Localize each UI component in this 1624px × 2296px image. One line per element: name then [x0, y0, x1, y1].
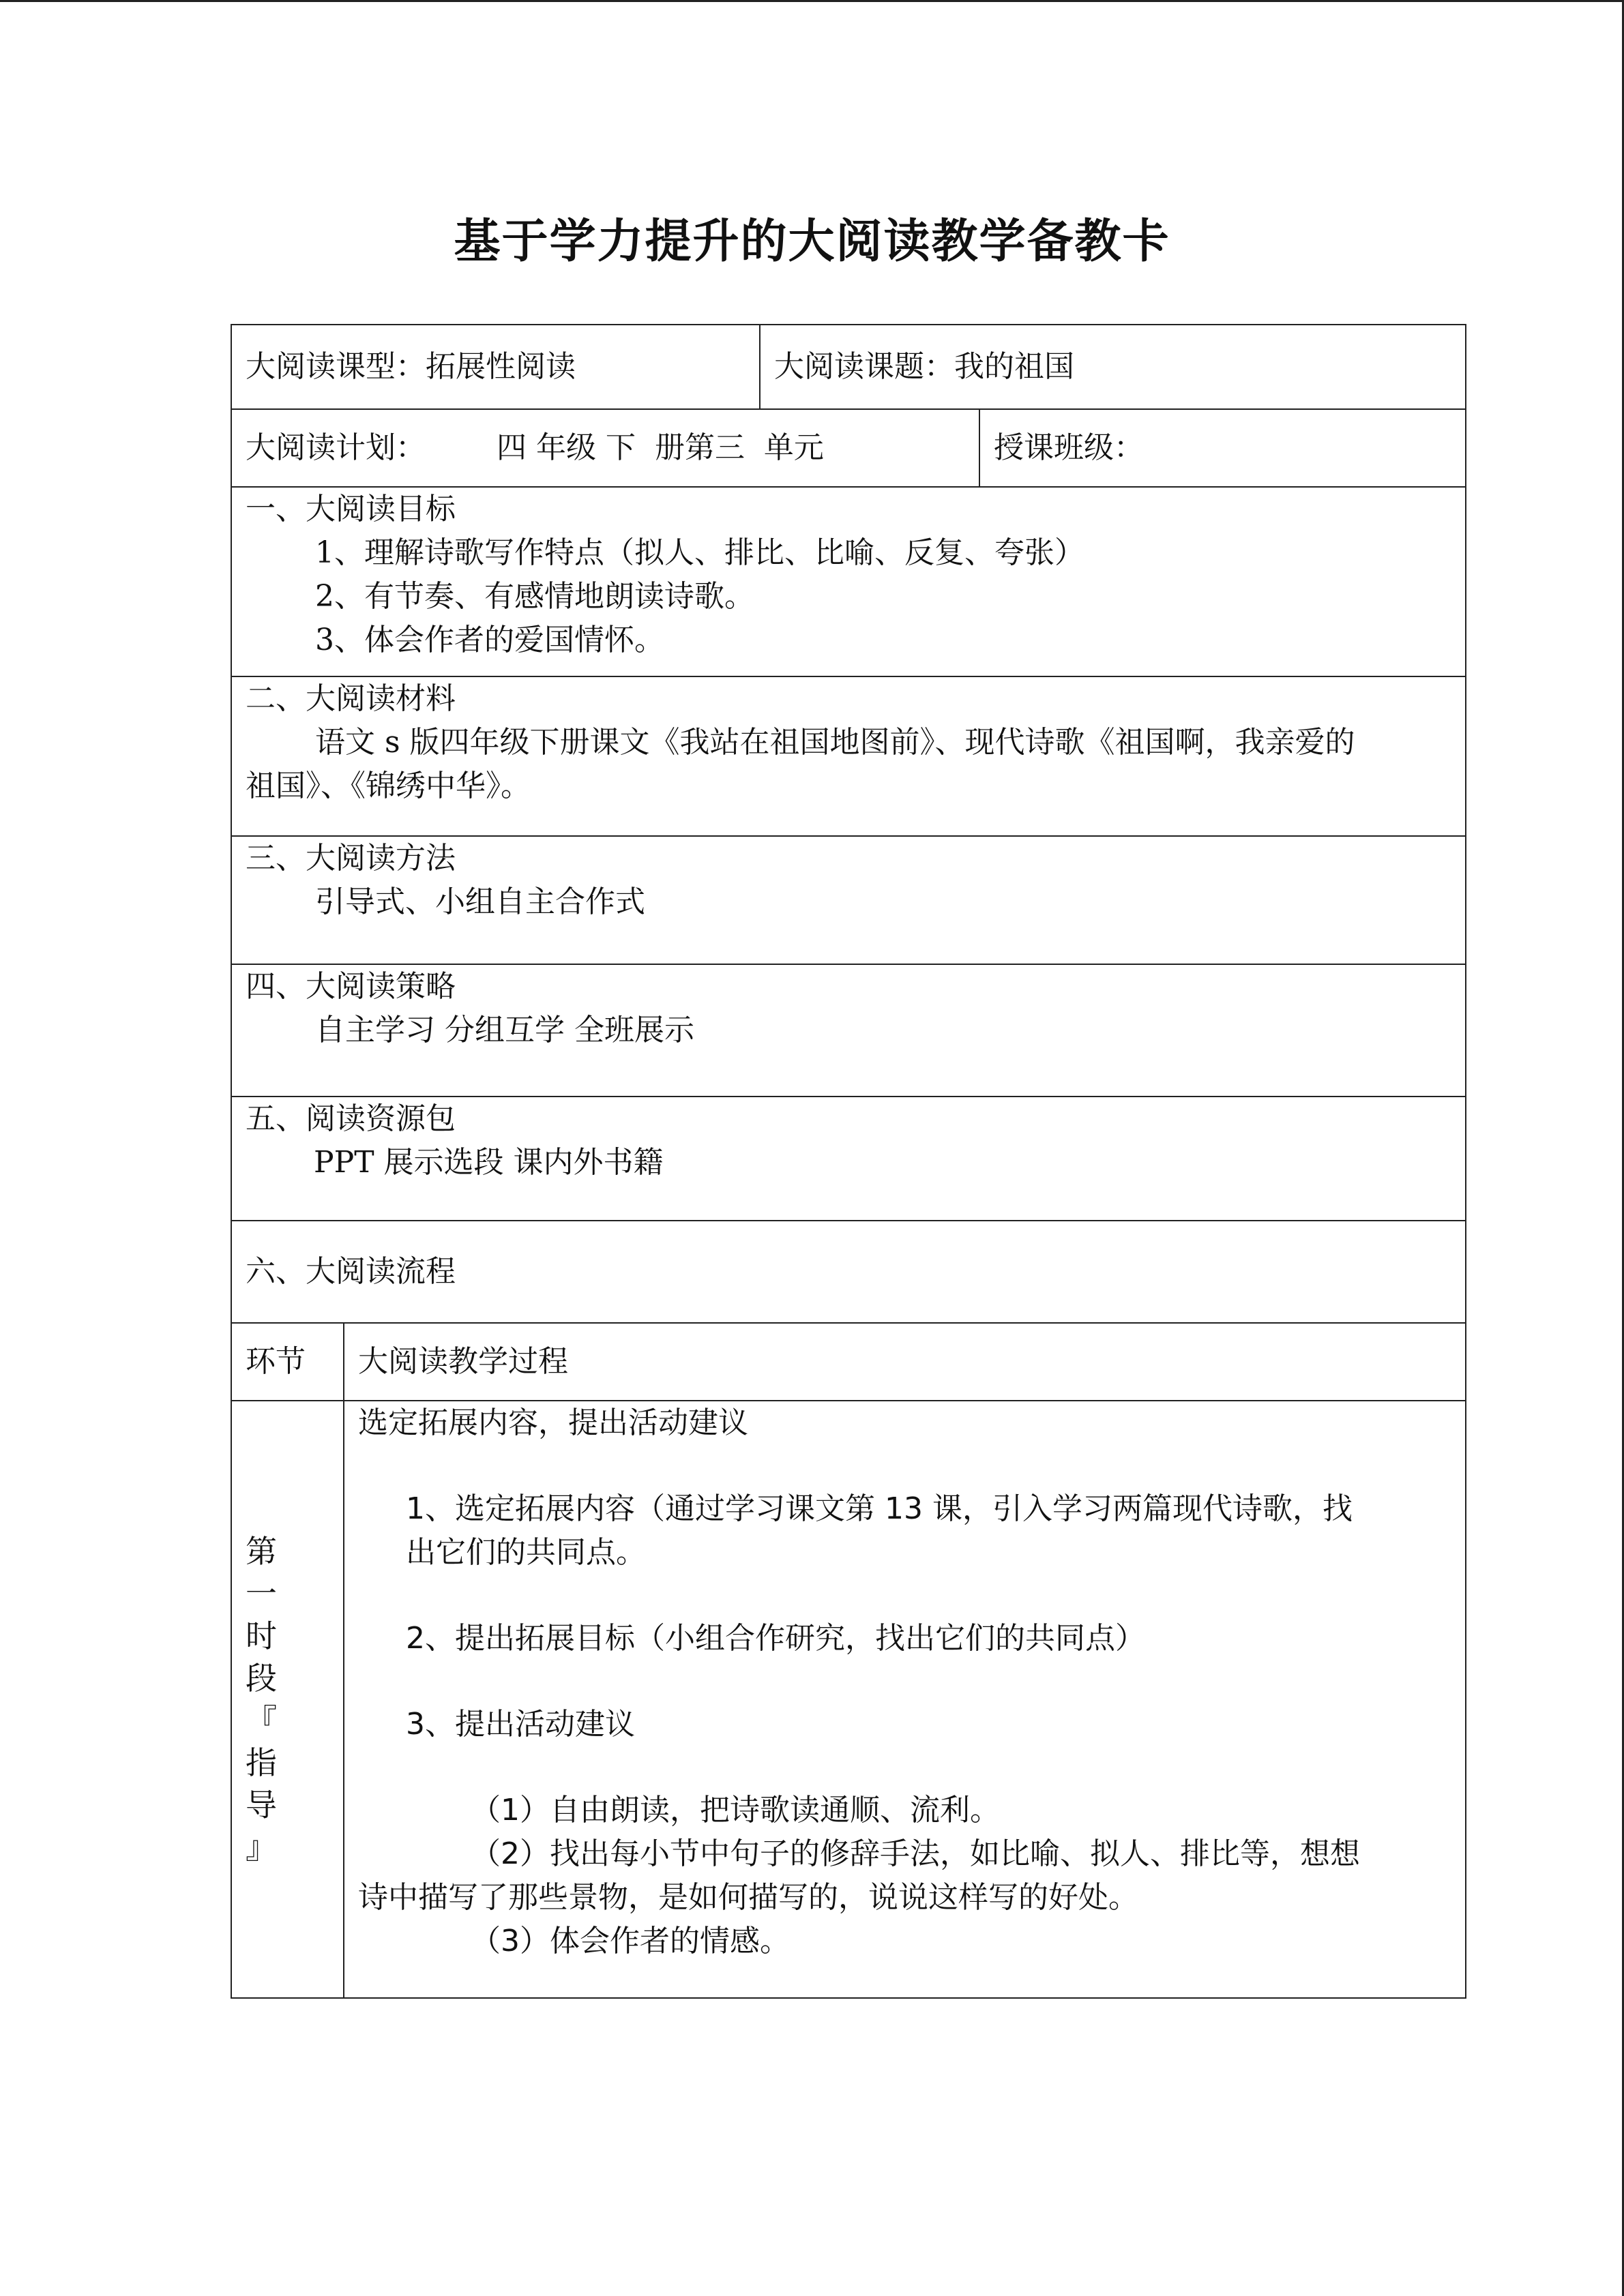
lesson-card-table: [231, 324, 1466, 1999]
process-substep: （2）找出每小节中句子的修辞手法，如比喻、拟人、排比等，想想: [471, 1836, 1360, 1871]
page-top-edge: [0, 0, 1624, 2]
process-substep-continued: 诗中描写了那些景物，是如何描写的，说说这样写的好处。: [358, 1880, 1138, 1915]
plan-cell: [231, 409, 979, 487]
header-row: [231, 325, 1466, 409]
process-column-header: 大阅读教学过程: [358, 1344, 568, 1379]
process-step: 2、提出拓展目标（小组合作研究，找出它们的共同点）: [406, 1621, 1145, 1656]
stage-column-header: 环节: [246, 1344, 306, 1379]
process-heading: 六、大阅读流程: [246, 1254, 456, 1289]
lesson-topic-cell: [760, 325, 1466, 409]
process-header-cell: [344, 1323, 1466, 1401]
process-intro: 选定拓展内容，提出活动建议: [358, 1405, 748, 1440]
process-heading-cell: [231, 1221, 1466, 1323]
process-substep: （3）体会作者的情感。: [471, 1924, 790, 1958]
flow-row: [231, 1401, 1466, 1998]
process-step-continued: 出它们的共同点。: [406, 1535, 646, 1570]
process-step: 1、选定拓展内容（通过学习课文第 13 课，引入学习两篇现代诗歌，找: [406, 1491, 1353, 1526]
methods-heading: 三、大阅读方法: [246, 841, 456, 876]
plan-row: [231, 409, 1466, 487]
goals-heading: 一、大阅读目标: [246, 492, 456, 526]
page-title: 基于学力提升的大阅读教学备教卡: [454, 215, 1170, 269]
materials-heading: 二、大阅读材料: [246, 681, 456, 716]
resources-heading: 五、阅读资源包: [246, 1101, 456, 1136]
strategy-cell: [231, 964, 1466, 1097]
materials-row: [231, 676, 1466, 836]
materials-text-line1: 语文 s 版四年级下册课文《我站在祖国地图前》、现代诗歌《祖国啊，我亲爱的: [315, 725, 1355, 760]
methods-row: [231, 836, 1466, 964]
resources-row: [231, 1097, 1466, 1221]
class-label: 授课班级：: [994, 430, 1144, 465]
stage-label: [246, 1530, 329, 1868]
stage-char: 『: [246, 1702, 277, 1739]
goal-item: 3、体会作者的爱国情怀。: [315, 623, 664, 657]
stage-header-cell: [231, 1323, 344, 1401]
methods-text: 引导式、小组自主合作式: [315, 884, 645, 919]
methods-cell: [231, 836, 1466, 964]
stage-char: 指: [246, 1744, 277, 1781]
materials-cell: [231, 676, 1466, 836]
resources-text: PPT 展示选段 课内外书籍: [314, 1145, 664, 1180]
lesson-type-label: 大阅读课型：拓展性阅读: [246, 349, 576, 384]
plan-value: 四 年级 下 册第三 单元: [497, 430, 824, 465]
process-substep: （1）自由朗读，把诗歌读通顺、流利。: [471, 1793, 1000, 1828]
strategy-row: [231, 964, 1466, 1097]
stage-char: 段: [246, 1660, 277, 1697]
resources-cell: [231, 1097, 1466, 1221]
stage-char: 一: [246, 1575, 277, 1612]
strategy-text: 自主学习 分组互学 全班展示: [315, 1013, 694, 1047]
class-cell: [979, 409, 1466, 487]
stage-char: 导: [246, 1787, 277, 1823]
goal-item: 2、有节奏、有感情地朗读诗歌。: [315, 579, 754, 614]
process-heading-row: [231, 1221, 1466, 1323]
strategy-heading: 四、大阅读策略: [246, 969, 456, 1004]
goal-item: 1、理解诗歌写作特点（拟人、排比、比喻、反复、夸张）: [315, 535, 1084, 570]
stage-char: 时: [246, 1617, 277, 1654]
lesson-topic-label: 大阅读课题：我的祖国: [774, 349, 1074, 384]
stage-cell: [231, 1401, 344, 1998]
goals-row: [231, 487, 1466, 676]
plan-label: 大阅读计划：: [246, 430, 426, 465]
flow-header-row: [231, 1323, 1466, 1401]
stage-char: 第: [246, 1533, 277, 1570]
lesson-type-cell: [231, 325, 760, 409]
materials-text-line2: 祖国》、《锦绣中华》。: [246, 769, 531, 803]
process-cell: [344, 1401, 1466, 1998]
goals-cell: [231, 487, 1466, 676]
process-step: 3、提出活动建议: [406, 1707, 635, 1742]
stage-char: 』: [246, 1829, 277, 1866]
